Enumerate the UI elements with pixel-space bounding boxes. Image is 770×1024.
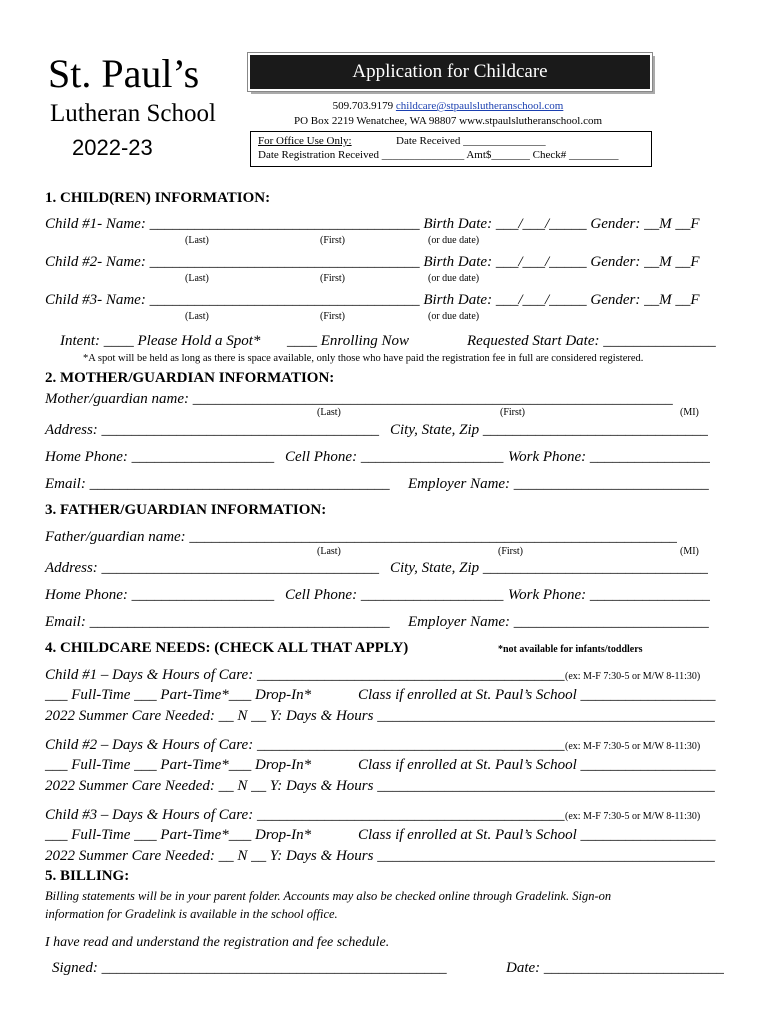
days-example: (ex: M-F 7:30-5 or M/W 8-11:30) [565, 741, 701, 752]
first-label: (First) [320, 235, 345, 246]
first-label: (First) [320, 311, 345, 322]
father-email-field[interactable]: Email: ________________________________________ [45, 614, 390, 630]
section-3-title: 3. FATHER/GUARDIAN INFORMATION: [45, 502, 327, 518]
application-title: Application for Childcare [248, 53, 652, 91]
father-address-field[interactable]: Address: _____________________________________ [45, 560, 380, 576]
date-received-field[interactable]: Date Received _______________ [396, 135, 546, 147]
date-registration-field[interactable]: Date Registration Received _______________ Amt$_______ Check# _________ [258, 149, 619, 161]
school-year: 2022-23 [72, 135, 153, 160]
billing-text-2: information for Gradelink is available in the school office. [45, 907, 338, 921]
first-label: (First) [500, 407, 525, 418]
billing-text-1: Billing statements will be in your parent folder. Accounts may also be checked online through Gradelink. Sign-on [45, 889, 612, 903]
child-2-days-field[interactable]: Child #2 – Days & Hours of Care: _________________________________________ [45, 737, 565, 753]
start-date-field[interactable]: Requested Start Date: _______________ [467, 333, 716, 349]
section-4-title: 4. CHILDCARE NEEDS: (CHECK ALL THAT APPLY) [45, 640, 409, 656]
child-1-class-field[interactable]: Class if enrolled at St. Paul’s School __________________ [358, 687, 716, 703]
mi-label: (MI) [680, 546, 699, 557]
mother-email-field[interactable]: Email: ________________________________________ [45, 476, 390, 492]
acknowledgement-text: I have read and understand the registration and fee schedule. [45, 935, 390, 950]
last-label: (Last) [185, 273, 209, 284]
child-1-summer-field[interactable]: 2022 Summer Care Needed: __ N __ Y: Days & Hours _____________________________________________ [45, 708, 715, 724]
signature-field[interactable]: Signed: ______________________________________________ [52, 960, 447, 976]
hold-note: *A spot will be held as long as there is space available, only those who have paid the registration fee in full are considered registered. [83, 353, 644, 364]
father-home-phone-field[interactable]: Home Phone: ___________________ [45, 587, 275, 603]
child-1-care-type-field[interactable]: ___ Full-Time ___ Part-Time*___ Drop-In* [45, 687, 312, 703]
mother-name-field[interactable]: Mother/guardian name: ________________________________________________________________ [45, 391, 673, 407]
mother-employer-field[interactable]: Employer Name: __________________________ [408, 476, 709, 492]
father-city-field[interactable]: City, State, Zip ______________________________ [390, 560, 708, 576]
office-use-box [250, 131, 652, 167]
child-2-summer-field[interactable]: 2022 Summer Care Needed: __ N __ Y: Days & Hours _____________________________________________ [45, 778, 715, 794]
father-name-field[interactable]: Father/guardian name: _________________________________________________________________ [45, 529, 677, 545]
mother-cell-phone-field[interactable]: Cell Phone: ___________________ [285, 449, 504, 465]
child-2-name-field[interactable]: Child #2- Name: ____________________________________ Birth Date: ___/___/_____ Gender: __M __F [45, 254, 700, 270]
child-3-class-field[interactable]: Class if enrolled at St. Paul’s School __________________ [358, 827, 716, 843]
child-2-care-type-field[interactable]: ___ Full-Time ___ Part-Time*___ Drop-In* [45, 757, 312, 773]
first-label: (First) [498, 546, 523, 557]
first-label: (First) [320, 273, 345, 284]
days-example: (ex: M-F 7:30-5 or M/W 8-11:30) [565, 671, 701, 682]
due-date-label: (or due date) [428, 311, 480, 322]
days-example: (ex: M-F 7:30-5 or M/W 8-11:30) [565, 811, 701, 822]
due-date-label: (or due date) [428, 273, 480, 284]
child-1-name-field[interactable]: Child #1- Name: ____________________________________ Birth Date: ___/___/_____ Gender: __M __F [45, 216, 700, 232]
section-1-title: 1. CHILD(REN) INFORMATION: [45, 190, 271, 206]
child-2-class-field[interactable]: Class if enrolled at St. Paul’s School __________________ [358, 757, 716, 773]
last-label: (Last) [317, 546, 341, 557]
not-available-note: *not available for infants/toddlers [498, 644, 643, 655]
child-3-care-type-field[interactable]: ___ Full-Time ___ Part-Time*___ Drop-In* [45, 827, 312, 843]
phone-number: 509.703.9179 [332, 100, 394, 112]
child-3-name-field[interactable]: Child #3- Name: ____________________________________ Birth Date: ___/___/_____ Gender: __M __F [45, 292, 700, 308]
mi-label: (MI) [680, 407, 699, 418]
father-employer-field[interactable]: Employer Name: __________________________ [408, 614, 709, 630]
last-label: (Last) [185, 311, 209, 322]
mother-work-phone-field[interactable]: Work Phone: ________________ [508, 449, 710, 465]
due-date-label: (or due date) [428, 235, 480, 246]
father-work-phone-field[interactable]: Work Phone: ________________ [508, 587, 710, 603]
intent-hold-field[interactable]: Intent: ____ Please Hold a Spot* [60, 333, 261, 349]
intent-enroll-field[interactable]: ____ Enrolling Now [287, 333, 409, 349]
mother-address-field[interactable]: Address: _____________________________________ [45, 422, 380, 438]
contact-line [248, 100, 648, 112]
section-2-title: 2. MOTHER/GUARDIAN INFORMATION: [45, 370, 335, 386]
child-3-days-field[interactable]: Child #3 – Days & Hours of Care: _________________________________________ [45, 807, 565, 823]
section-5-title: 5. BILLING: [45, 868, 130, 884]
last-label: (Last) [185, 235, 209, 246]
mailing-address: PO Box 2219 Wenatchee, WA 98807 www.stpaulslutheranschool.com [293, 115, 603, 127]
signature-date-field[interactable]: Date: ________________________ [506, 960, 724, 976]
school-name: St. Paul’s [48, 51, 200, 96]
child-1-days-field[interactable]: Child #1 – Days & Hours of Care: _________________________________________ [45, 667, 565, 683]
father-cell-phone-field[interactable]: Cell Phone: ___________________ [285, 587, 504, 603]
email-link[interactable]: childcare@stpaulslutheranschool.com [395, 100, 564, 112]
last-label: (Last) [317, 407, 341, 418]
child-3-summer-field[interactable]: 2022 Summer Care Needed: __ N __ Y: Days & Hours _____________________________________________ [45, 848, 715, 864]
office-use-label: For Office Use Only: [258, 135, 352, 147]
mother-home-phone-field[interactable]: Home Phone: ___________________ [45, 449, 275, 465]
mother-city-field[interactable]: City, State, Zip ______________________________ [390, 422, 708, 438]
school-subtitle: Lutheran School [50, 100, 216, 127]
